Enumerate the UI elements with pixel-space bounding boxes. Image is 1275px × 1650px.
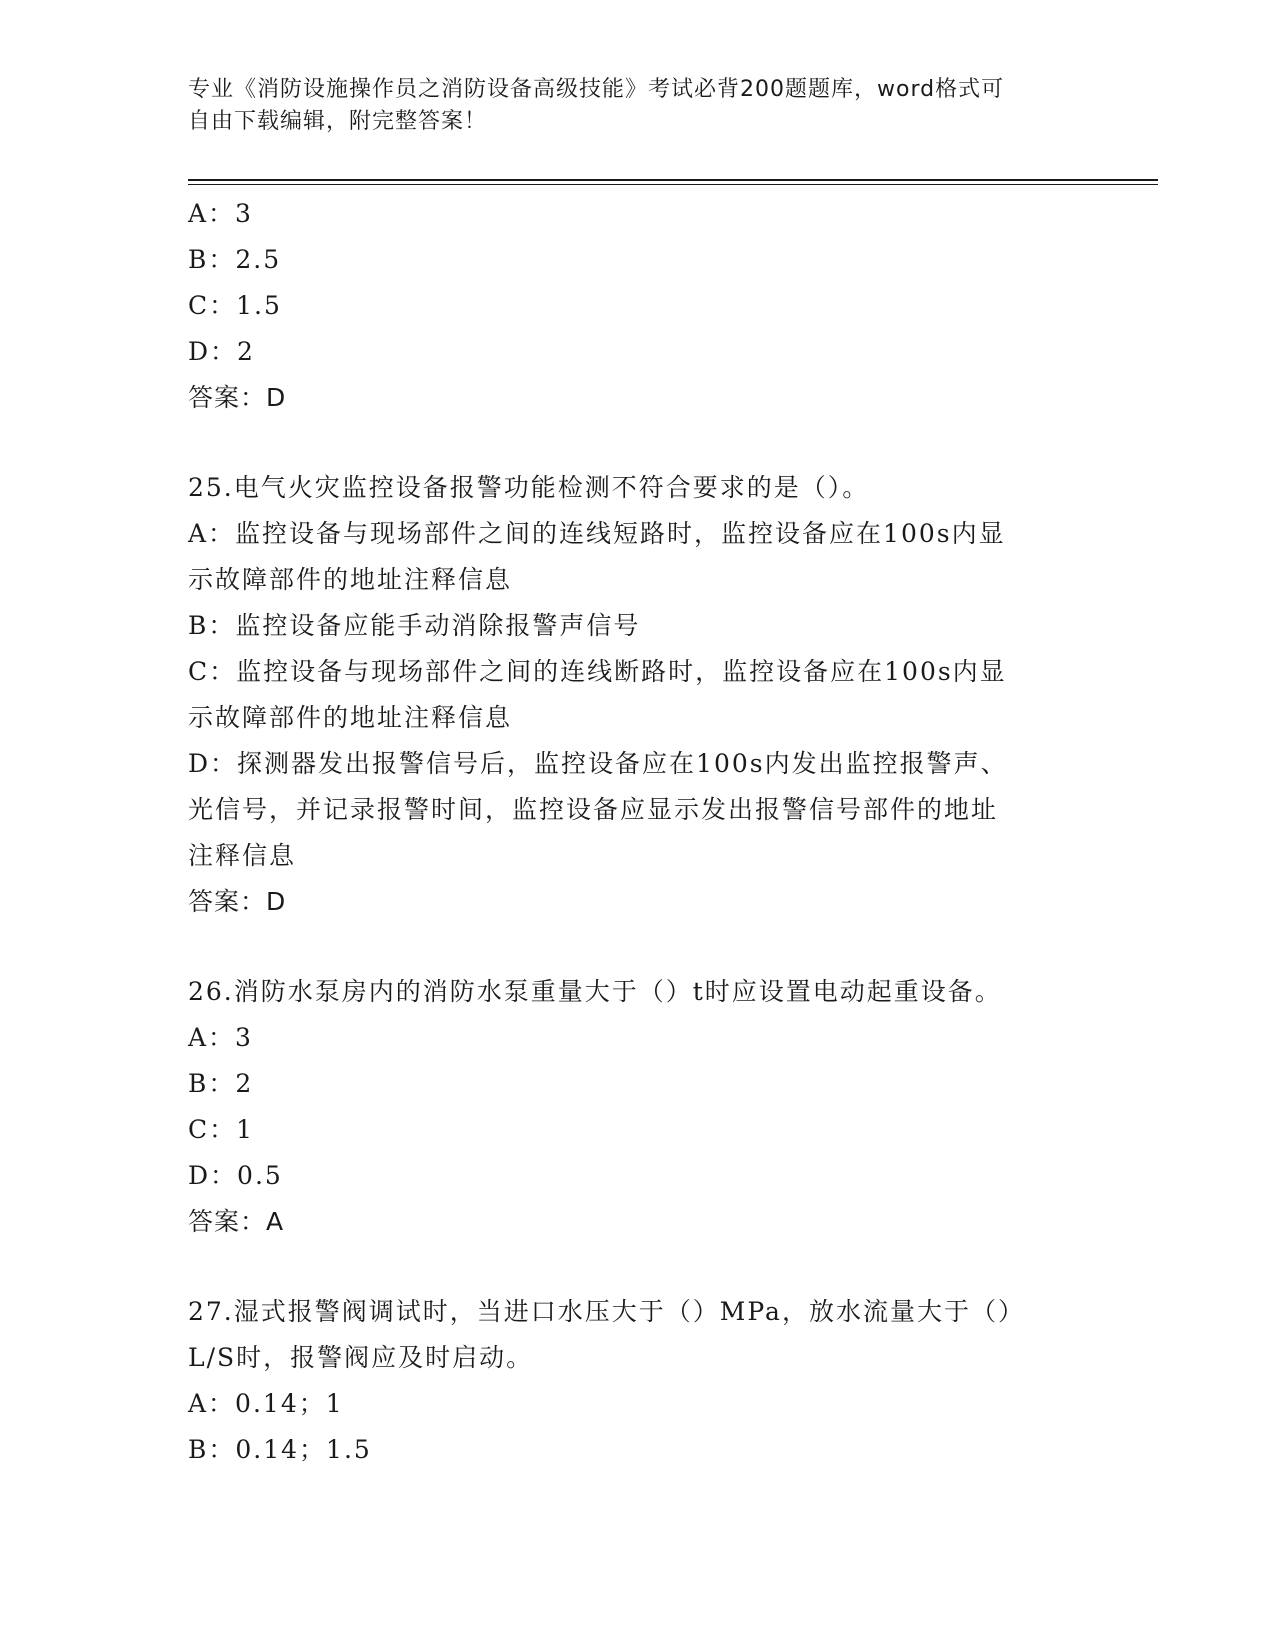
option-d: D：0.5 (188, 1161, 283, 1190)
option-a: A：0.14；1 (188, 1389, 344, 1418)
option-a: A：3 (188, 199, 253, 228)
header-line-2: 自由下载编辑，附完整答案！ (188, 109, 488, 134)
option-c-line-1: C：监控设备与现场部件之间的连线断路时，监控设备应在100s内显 (188, 657, 1007, 686)
option-d-line-2: 光信号，并记录报警时间，监控设备应显示发出报警信号部件的地址 (188, 795, 999, 824)
option-d-line-1: D：探测器发出报警信号后，监控设备应在100s内发出监控报警声、 (188, 749, 1008, 778)
option-c-line-2: 示故障部件的地址注释信息 (188, 703, 513, 732)
option-c: C：1.5 (188, 291, 282, 320)
header-rule-thin (188, 184, 1158, 185)
question-text-line-2: L/S时，报警阀应及时启动。 (188, 1343, 534, 1372)
option-b: B：2 (188, 1069, 254, 1098)
answer: 答案：A (188, 1207, 285, 1236)
header-line-1: 专业《消防设施操作员之消防设备高级技能》考试必背200题题库，word格式可 (188, 77, 1005, 102)
option-b: B：2.5 (188, 245, 282, 274)
option-c: C：1 (188, 1115, 255, 1144)
question-text: 26.消防水泵房内的消防水泵重量大于（）t时应设置电动起重设备。 (188, 977, 1002, 1006)
option-a: A：3 (188, 1023, 253, 1052)
question-27 (188, 1289, 1068, 1473)
answer: 答案：D (188, 383, 287, 412)
question-text-line-1: 27.湿式报警阀调试时，当进口水压大于（）MPa，放水流量大于（） (188, 1297, 1025, 1326)
option-b: B：监控设备应能手动消除报警声信号 (188, 611, 641, 640)
option-a-line-2: 示故障部件的地址注释信息 (188, 565, 513, 594)
answer: 答案：D (188, 887, 287, 916)
question-26 (188, 969, 1068, 1245)
option-d-line-3: 注释信息 (188, 841, 297, 870)
header-rule-thick (188, 179, 1158, 181)
question-25 (188, 465, 1068, 925)
question-text: 25.电气火灾监控设备报警功能检测不符合要求的是（）。 (188, 473, 870, 502)
option-d: D：2 (188, 337, 255, 366)
document-header (188, 74, 1068, 138)
question-list (188, 191, 1068, 1473)
question-24 (188, 191, 1068, 421)
option-a-line-1: A：监控设备与现场部件之间的连线短路时，监控设备应在100s内显 (188, 519, 1006, 548)
option-b: B：0.14；1.5 (188, 1435, 372, 1464)
